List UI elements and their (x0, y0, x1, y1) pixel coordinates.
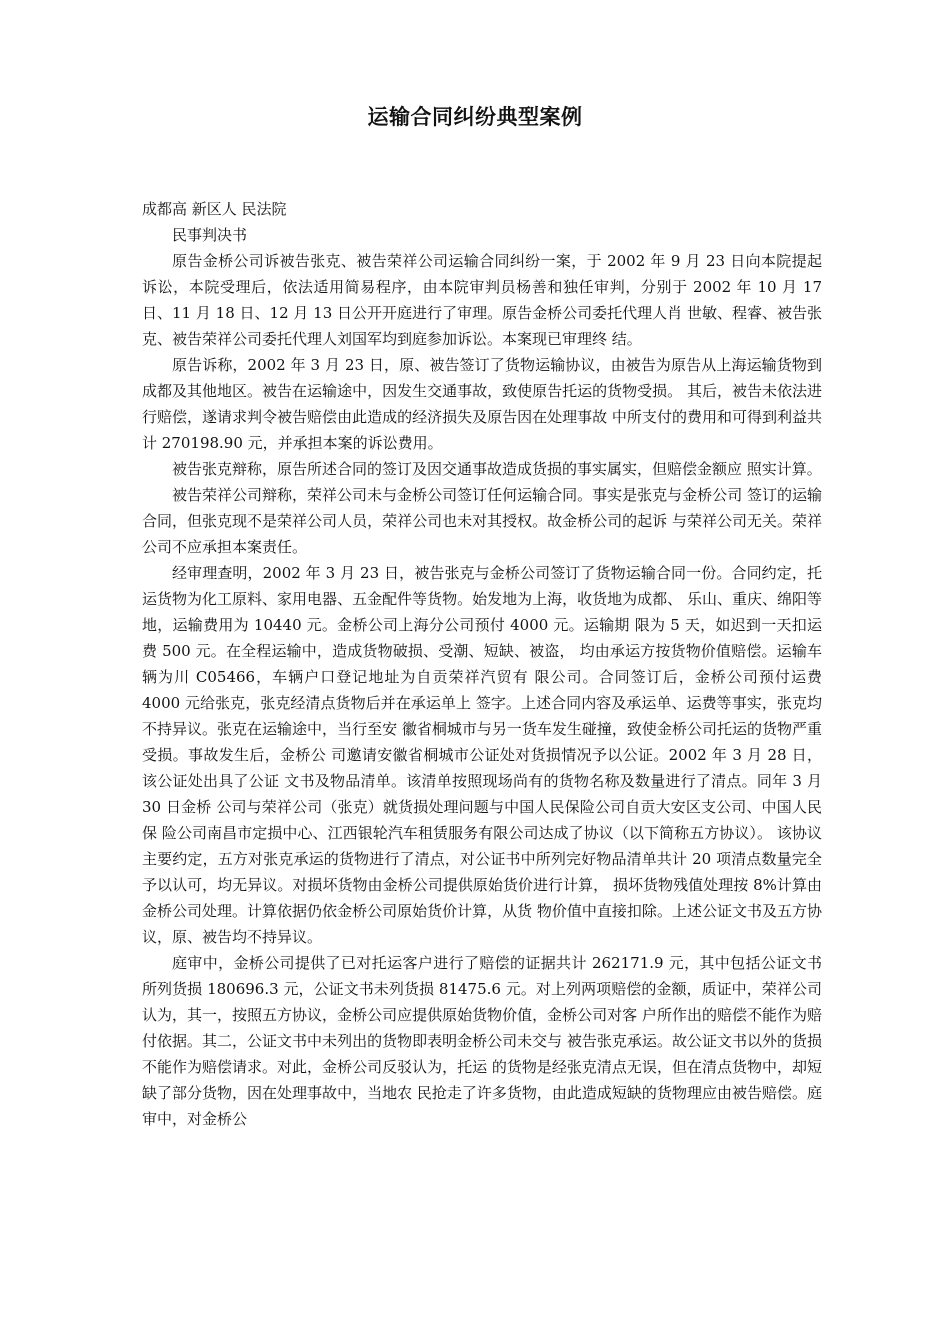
paragraph-plaintiff-claim: 原告诉称，2002 年 3 月 23 日，原、被告签订了货物运输协议，由被告为原告从上海运输货物到成都及其他地区。被告在运输途中，因发生交通事故，致使原告托运的货物受损。 其后，被告未依法进行赔偿，遂请求判令被告赔偿由此造成的经济损失及原告因在处理事故 中所支付的费用和可得到利益共计 270198.90 元，并承担本案的诉讼费用。 (142, 356, 822, 452)
document-body (142, 196, 822, 1132)
paragraph-defendant-zhangke-defense: 被告张克辩称，原告所述合同的签订及因交通事故造成货损的事实属实，但赔偿金额应 照实计算。 (172, 460, 822, 478)
document-type: 民事判决书 (172, 226, 248, 244)
paragraph-findings: 经审理查明，2002 年 3 月 23 日，被告张克与金桥公司签订了货物运输合同一份。合同约定，托运货物为化工原料、家用电器、五金配件等货物。始发地为上海，收货地为成都、 乐山、重庆、绵阳等地，运输费用为 10440 元。金桥公司上海分公司预付 4000 元。运输期 限为 5 天，如迟到一天扣运费 500 元。在全程运输中，造成货物破损、受潮、短缺、被盗， 均由承运方按货物价值赔偿。运输车辆为川 C05466，车辆户口登记地址为自贡荣祥汽贸有 限公司。合同签订后，金桥公司预付运费 4000 元给张克，张克经清点货物后并在承运单上 签字。上述合同内容及承运单、运费等事实，张克均不持异议。张克在运输途中，当行至安 徽省桐城市与另一货车发生碰撞，致使金桥公司托运的货物严重受损。事故发生后，金桥公 司邀请安徽省桐城市公证处对货损情况予以公证。2002 年 3 月 28 日，该公证处出具了公证 文书及物品清单。该清单按照现场尚有的货物名称及数量进行了清点。同年 3 月 30 日金桥 公司与荣祥公司（张克）就货损处理问题与中国人民保险公司自贡大安区支公司、中国人民保 险公司南昌市定损中心、江西银轮汽车租赁服务有限公司达成了协议（以下简称五方协议）。 该协议主要约定，五方对张克承运的货物进行了清点，对公证书中所列完好物品清单共计 20 项清点数量完全予以认可，均无异议。对损坏货物由金桥公司提供原始货价进行计算， 损坏货物残值处理按 8%计算由金桥公司处理。计算依据仍依金桥公司原始货价计算，从货 物价值中直接扣除。上述公证文书及五方协议，原、被告均不持异议。 (142, 564, 822, 946)
paragraph-case-intro: 原告金桥公司诉被告张克、被告荣祥公司运输合同纠纷一案，于 2002 年 9 月 23 日向本院提起诉讼，本院受理后，依法适用简易程序，由本院审判员杨善和独任审判，分别于 2002 年 10 月 17 日、11 月 18 日、12 月 13 日公开开庭进行了审理。原告金桥公司委托代理人肖 世敏、程睿、被告张克、被告荣祥公司委托代理人刘国军均到庭参加诉讼。本案现已审理终 结。 (142, 252, 822, 348)
paragraph-defendant-rongxiang-defense: 被告荣祥公司辩称，荣祥公司未与金桥公司签订任何运输合同。事实是张克与金桥公司 签订的运输合同，但张克现不是荣祥公司人员，荣祥公司也未对其授权。故金桥公司的起诉 与荣祥公司无关。荣祥公司不应承担本案责任。 (142, 486, 822, 556)
document-title: 运输合同纠纷典型案例 (367, 105, 583, 129)
court-name: 成都高 新区人 民法院 (142, 200, 287, 218)
paragraph-trial-evidence: 庭审中，金桥公司提供了已对托运客户进行了赔偿的证据共计 262171.9 元，其中包括公证文书所列货损 180696.3 元，公证文书未列货损 81475.6 元。对上列两项赔偿的金额，质证中，荣祥公司认为，其一，按照五方协议，金桥公司应提供原始货物价值，金桥公司对客 户所作出的赔偿不能作为赔付依据。其二，公证文书中未列出的货物即表明金桥公司未交与 被告张克承运。故公证文书以外的货损不能作为赔偿请求。对此，金桥公司反驳认为，托运 的货物是经张克清点无误，但在清点货物中，却短缺了部分货物，因在处理事故中，当地农 民抢走了许多货物，由此造成短缺的货物理应由被告赔偿。庭审中，对金桥公 (142, 954, 822, 1128)
